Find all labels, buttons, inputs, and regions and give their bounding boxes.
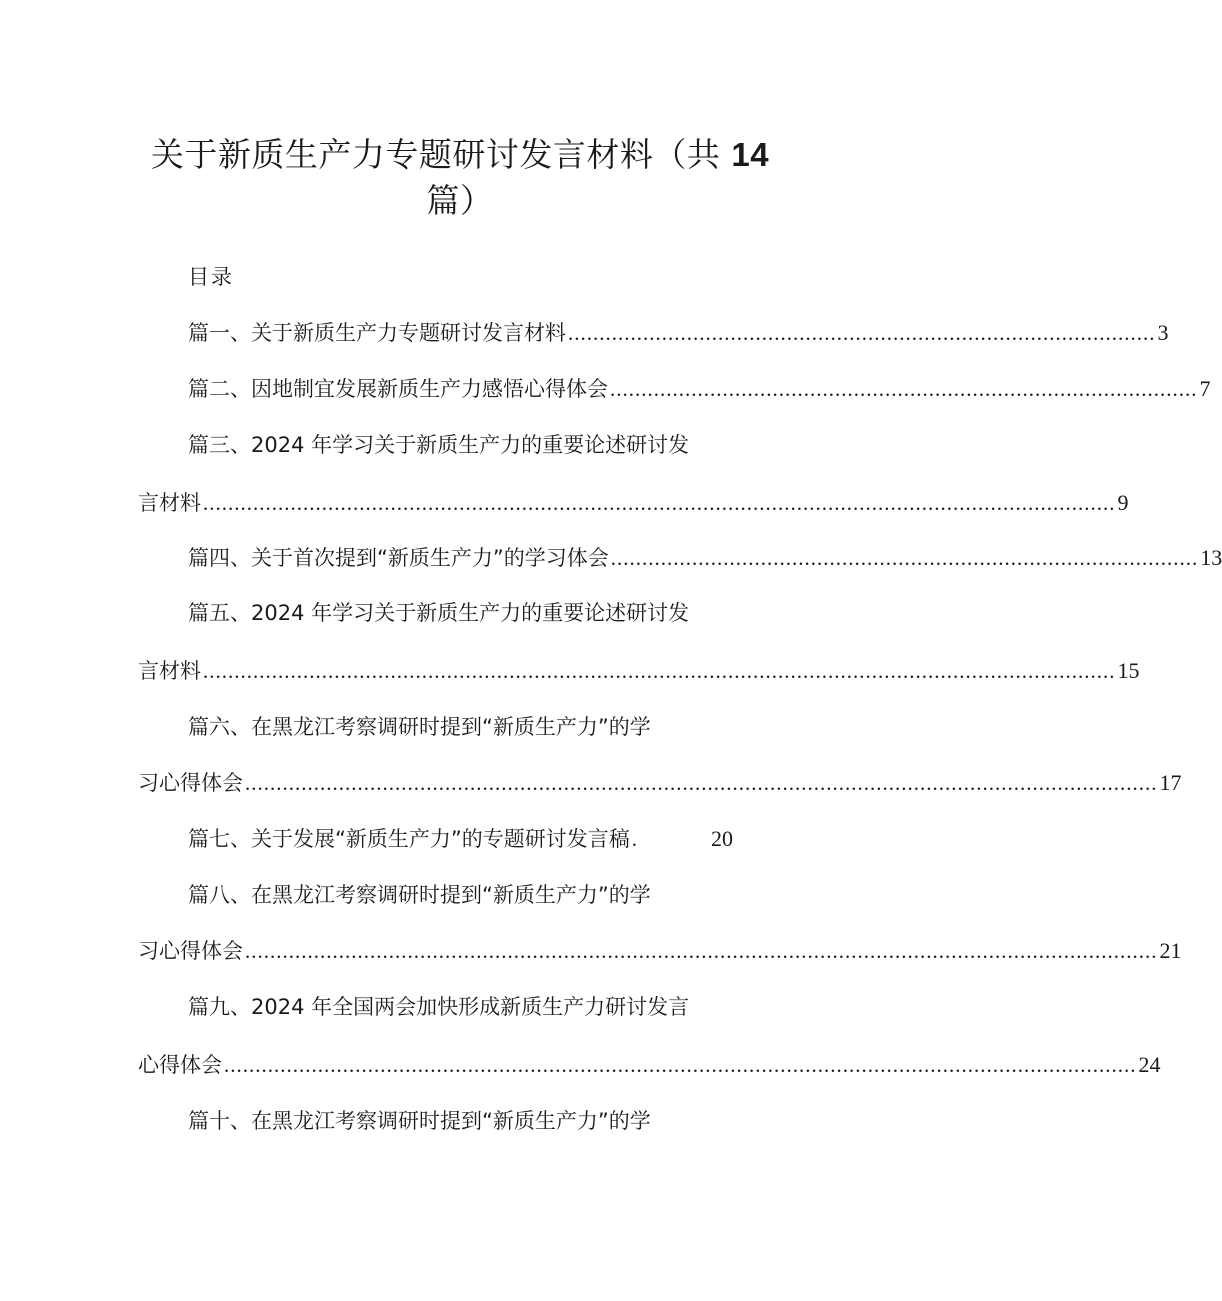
toc-entry-3-line-2[interactable] — [138, 488, 1129, 518]
toc-entry-text: 习心得体会 — [138, 939, 243, 963]
toc-entry-text: 篇九、2024 年全国两会加快形成新质生产力研讨发言 — [188, 995, 690, 1019]
toc-entry-text: 篇三、2024 年学习关于新质生产力的重要论述研讨发 — [188, 433, 690, 457]
toc-entry-5-line-2[interactable] — [138, 656, 1140, 686]
toc-entry-text: 习心得体会 — [138, 771, 243, 795]
title-text: 关于新质生产力专题研讨发言材料（共 — [150, 135, 721, 174]
toc-entry-9-line-1[interactable] — [188, 992, 776, 1022]
toc-entry-7[interactable] — [188, 824, 733, 854]
toc-page-number: 15 — [1117, 658, 1140, 683]
toc-page-number: 20 — [711, 826, 733, 851]
toc-entry-8-line-1[interactable] — [188, 880, 776, 910]
toc-entry-text: 言材料 — [138, 491, 201, 515]
toc-entry-1[interactable] — [188, 318, 1169, 348]
toc-entry-text: 言材料 — [138, 659, 201, 683]
toc-leader-dots: . — [631, 827, 639, 851]
toc-page-number: 9 — [1117, 490, 1129, 515]
toc-entry-6-line-1[interactable] — [188, 712, 776, 742]
toc-entry-text: 篇二、因地制宜发展新质生产力感悟心得体会 — [188, 377, 608, 401]
toc-page-number: 24 — [1138, 1052, 1161, 1077]
toc-page-number: 21 — [1159, 938, 1182, 963]
toc-leader-dots: .................................................................................................................................................. — [245, 771, 1158, 795]
toc-page-number: 7 — [1199, 376, 1211, 401]
toc-entry-10-line-1[interactable] — [188, 1106, 776, 1136]
toc-entry-text: 篇六、在黑龙江考察调研时提到“新质生产力”的学 — [188, 715, 651, 739]
title-line-1 — [150, 132, 770, 178]
toc-heading: 目录 — [188, 265, 234, 289]
toc-leader-dots: .............................................................................................. — [568, 321, 1156, 345]
toc-entry-text: 篇八、在黑龙江考察调研时提到“新质生产力”的学 — [188, 883, 651, 907]
toc-entry-3-line-1[interactable] — [188, 430, 776, 460]
toc-entry-6-line-2[interactable] — [138, 768, 1182, 798]
document-title — [150, 132, 770, 224]
toc-entry-2[interactable] — [188, 374, 1211, 404]
toc-page-number: 13 — [1200, 545, 1222, 570]
toc-entry-text: 篇一、关于新质生产力专题研讨发言材料 — [188, 321, 566, 345]
toc-page-number: 3 — [1157, 320, 1169, 345]
toc-leader-dots: .............................................................................................. — [610, 377, 1198, 401]
title-count: 14 — [731, 136, 770, 173]
toc-page-number: 17 — [1159, 770, 1182, 795]
toc-entry-5-line-1[interactable] — [188, 598, 776, 628]
toc-entry-9-line-2[interactable] — [138, 1050, 1161, 1080]
toc-entry-text: 篇十、在黑龙江考察调研时提到“新质生产力”的学 — [188, 1109, 651, 1133]
toc-leader-dots: .................................................................................................................................................. — [203, 659, 1116, 683]
toc-leader-dots: .............................................................................................. — [610, 546, 1199, 570]
toc-leader-dots: .................................................................................................................................................. — [203, 491, 1116, 515]
toc-entry-text: 心得体会 — [138, 1053, 222, 1077]
toc-entry-text: 篇五、2024 年学习关于新质生产力的重要论述研讨发 — [188, 601, 690, 625]
toc-entry-text: 篇七、关于发展“新质生产力”的专题研讨发言稿 — [188, 827, 630, 851]
title-line-2: 篇） — [426, 181, 494, 220]
toc-leader-dots: .................................................................................................................................................. — [224, 1053, 1137, 1077]
toc-entry-8-line-2[interactable] — [138, 936, 1182, 966]
toc-leader-dots: .................................................................................................................................................. — [245, 939, 1158, 963]
toc-entry-4[interactable] — [188, 543, 1222, 573]
toc-entry-text: 篇四、关于首次提到“新质生产力”的学习体会 — [188, 546, 609, 570]
